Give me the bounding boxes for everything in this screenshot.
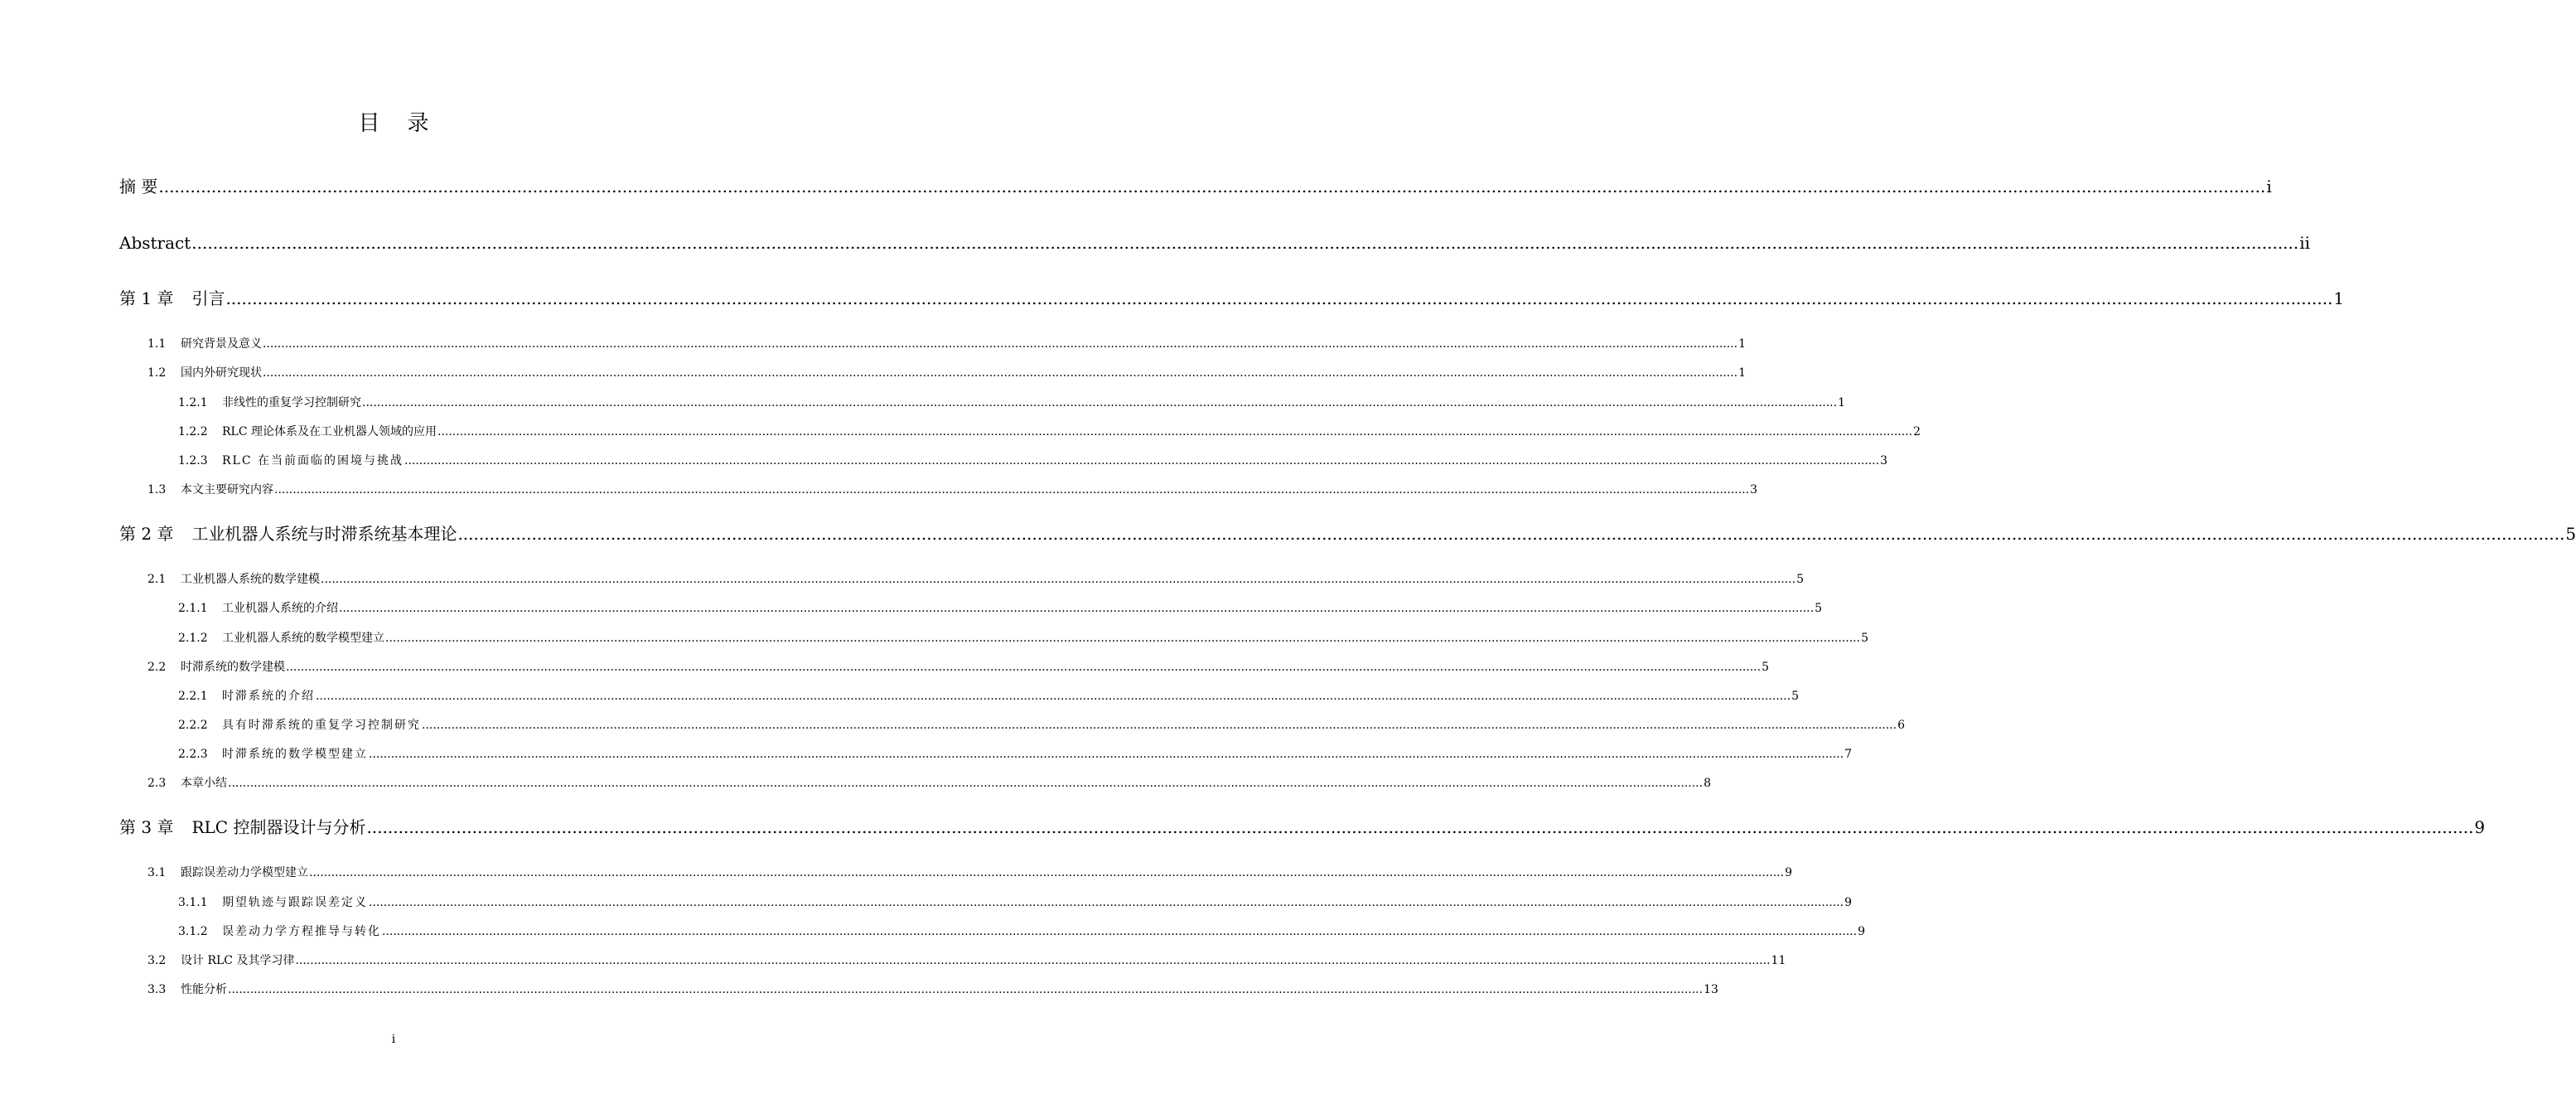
toc-entry-3-3[interactable] <box>147 980 1718 1000</box>
toc-entry-number: 1.2.2 <box>178 425 208 438</box>
dot-leader: ................................................................................................................................................................................................................................................................................................................................................................................................................ <box>362 396 1838 409</box>
toc-entry-label: 非线性的重复学习控制研究 <box>222 396 361 409</box>
toc-entry-page: 8 <box>1704 777 1711 790</box>
toc-entry-number: 第 1 章 <box>119 288 174 308</box>
dot-leader: ................................................................................................................................................................................................................................................................................................................................................................................................................ <box>309 866 1785 879</box>
toc-entry-3-2[interactable] <box>147 951 1786 971</box>
dot-leader: ................................................................................................................................................................................................................................................................................................................................................................................................................ <box>369 896 1844 909</box>
toc-entry-page: 6 <box>1897 719 1905 732</box>
toc-entry-label: 摘 要 <box>119 177 158 196</box>
dot-leader: ................................................................................................................................................................................................................................................................................................................................................................................................................ <box>369 748 1844 761</box>
dot-leader: ................................................................................................................................................................................................................................................................................................................................................................................................................ <box>422 719 1897 732</box>
toc-entry-2-1-2[interactable] <box>178 628 1868 648</box>
toc-entry-2-2-1[interactable] <box>178 686 1799 706</box>
dot-leader: ................................................................................................................................................................................................................................................................................................................................................................................................................ <box>263 337 1738 351</box>
dot-leader: ................................................................................................................................................................................................................................................................................................................................................................................................................ <box>274 483 1750 496</box>
toc-entry-label: 本文主要研究内容 <box>181 483 273 496</box>
toc-entry-page: 2 <box>1913 425 1921 438</box>
dot-leader: ................................................................................................................................................................................................................................................................................................................................................................................................................ <box>339 602 1815 615</box>
toc-entry-2-2[interactable] <box>147 657 1769 677</box>
dot-leader: ................................................................................................................................................................................................................................................................................................................................................................................................................ <box>263 366 1738 380</box>
toc-entry-number: 2.2.3 <box>178 748 208 761</box>
toc-entry-label: 研究背景及意义 <box>181 337 262 351</box>
toc-entry-number: 1.1 <box>147 337 167 351</box>
toc-entry-number: 第 3 章 <box>119 817 174 837</box>
toc-entry-label: Abstract <box>119 233 191 253</box>
toc-entry-label: 工业机器人系统与时滞系统基本理论 <box>191 524 457 544</box>
toc-entry-page: 1 <box>2333 288 2345 308</box>
toc-entry-page: 5 <box>1791 690 1799 703</box>
toc-entry-number: 2.2 <box>147 661 167 674</box>
toc-entry-label: 时滞系统的数学建模 <box>181 661 285 674</box>
toc-entry-page: 5 <box>1796 573 1804 586</box>
toc-entry-2-3[interactable] <box>147 773 1711 793</box>
toc-entry-1-2-3[interactable] <box>178 451 1887 471</box>
toc-entry-1-2-1[interactable] <box>178 393 1845 413</box>
toc-entry-page: 5 <box>2565 524 2576 544</box>
toc-entry-2-2-2[interactable] <box>178 715 1905 735</box>
toc-entry-label: RLC 控制器设计与分析 <box>191 817 366 837</box>
toc-entry-number: 2.1.2 <box>178 632 208 645</box>
toc-entry-number: 3.1.2 <box>178 925 208 938</box>
toc-entry-chapter-3[interactable] <box>119 813 2486 841</box>
toc-entry-page: 5 <box>1861 632 1868 645</box>
toc-entry-page: ii <box>2299 233 2311 253</box>
toc-entry-page: 9 <box>1785 866 1792 879</box>
toc-entry-number: 1.2.1 <box>178 396 208 409</box>
toc-entry-3-1[interactable] <box>147 863 1792 883</box>
toc-entry-page: 9 <box>1844 896 1852 909</box>
dot-leader: ................................................................................................................................................................................................................................................................................................................................................................................................................ <box>286 661 1762 674</box>
toc-entry-1-2[interactable] <box>147 363 1746 383</box>
toc-entry-page: 11 <box>1771 954 1786 967</box>
toc-entry-page: 9 <box>1858 925 1865 938</box>
toc-entry-number: 2.3 <box>147 777 167 790</box>
toc-entry-number: 第 2 章 <box>119 524 174 544</box>
toc-entry-label: 引言 <box>191 288 225 308</box>
dot-leader: ................................................................................................................................................................................................................................................................................................................................................................................................................ <box>321 573 1796 586</box>
toc-entry-number: 2.2.2 <box>178 719 208 732</box>
toc-entry-page: 5 <box>1762 661 1769 674</box>
toc-entry-number: 3.1 <box>147 866 167 879</box>
toc-entry-label: 期望轨迹与跟踪误差定义 <box>222 896 368 909</box>
toc-entry-page: 3 <box>1880 454 1887 467</box>
toc-entry-page: 1 <box>1738 337 1746 351</box>
toc-entry-number: 3.2 <box>147 954 167 967</box>
toc-entry-label: 误差动力学方程推导与转化 <box>222 925 381 938</box>
toc-entry-abstract-cn[interactable] <box>119 172 2272 201</box>
toc-entry-chapter-1[interactable] <box>119 284 2345 312</box>
toc-entry-label: 时滞系统的介绍 <box>222 690 315 703</box>
toc-entry-number: 3.1.1 <box>178 896 208 909</box>
dot-leader: ................................................................................................................................................................................................................................................................................................................................................................................................................ <box>437 425 1913 438</box>
dot-leader: ................................................................................................................................................................................................................................................................................................................................................................................................................ <box>366 817 2474 837</box>
dot-leader: ................................................................................................................................................................................................................................................................................................................................................................................................................ <box>385 632 1861 645</box>
toc-entry-number: 2.1.1 <box>178 602 208 615</box>
dot-leader: ................................................................................................................................................................................................................................................................................................................................................................................................................ <box>457 524 2565 544</box>
toc-entry-label: 具有时滞系统的重复学习控制研究 <box>222 719 421 732</box>
toc-entry-3-1-2[interactable] <box>178 922 1865 942</box>
toc-entry-label: 国内外研究现状 <box>181 366 262 380</box>
toc-entry-page: 13 <box>1704 983 1718 996</box>
toc-entry-page: 9 <box>2474 817 2486 837</box>
dot-leader: ................................................................................................................................................................................................................................................................................................................................................................................................................ <box>225 288 2333 308</box>
dot-leader: ................................................................................................................................................................................................................................................................................................................................................................................................................ <box>316 690 1791 703</box>
toc-entry-page: 1 <box>1838 396 1845 409</box>
toc-entry-page: 3 <box>1750 483 1757 496</box>
toc-entry-1-2-2[interactable] <box>178 422 1921 442</box>
toc-entry-chapter-2[interactable] <box>119 520 2576 548</box>
toc-entry-label: RLC 在当前面临的困境与挑战 <box>222 454 404 467</box>
toc-entry-label: 本章小结 <box>181 777 227 790</box>
toc-entry-2-1-1[interactable] <box>178 598 1822 618</box>
toc-entry-label: 时滞系统的数学模型建立 <box>222 748 368 761</box>
toc-entry-number: 1.3 <box>147 483 167 496</box>
toc-entry-number: 1.2.3 <box>178 454 208 467</box>
toc-entry-page: 7 <box>1844 748 1852 761</box>
toc-entry-label: 工业机器人系统的数学建模 <box>181 573 320 586</box>
dot-leader: ................................................................................................................................................................................................................................................................................................................................................................................................................ <box>382 925 1858 938</box>
toc-entry-label: 工业机器人系统的数学模型建立 <box>222 632 384 645</box>
toc-entry-number: 2.2.1 <box>178 690 208 703</box>
toc-entry-2-1[interactable] <box>147 569 1804 589</box>
toc-entry-number: 2.1 <box>147 573 167 586</box>
toc-entry-page: i <box>2266 177 2272 196</box>
dot-leader: ................................................................................................................................................................................................................................................................................................................................................................................................................ <box>228 983 1704 996</box>
toc-entry-2-2-3[interactable] <box>178 744 1852 764</box>
dot-leader: ................................................................................................................................................................................................................................................................................................................................................................................................................ <box>295 954 1771 967</box>
toc-entry-abstract-en[interactable] <box>119 229 2311 257</box>
toc-entry-page: 5 <box>1815 602 1822 615</box>
toc-entry-3-1-1[interactable] <box>178 893 1852 913</box>
toc-entry-number: 1.2 <box>147 366 167 380</box>
dot-leader: ................................................................................................................................................................................................................................................................................................................................................................................................................ <box>404 454 1880 467</box>
toc-entry-label: 性能分析 <box>181 983 227 996</box>
dot-leader: ................................................................................................................................................................................................................................................................................................................................................................................................................ <box>228 777 1704 790</box>
toc-entry-label: 跟踪误差动力学模型建立 <box>181 866 308 879</box>
toc-entry-label: RLC 理论体系及在工业机器人领域的应用 <box>222 425 437 438</box>
dot-leader: ................................................................................................................................................................................................................................................................................................................................................................................................................ <box>158 177 2266 196</box>
toc-entry-1-3[interactable] <box>147 480 1757 500</box>
toc-entry-label: 设计 RLC 及其学习律 <box>181 954 295 967</box>
page-number: i <box>391 1033 396 1046</box>
toc-entry-label: 工业机器人系统的介绍 <box>222 602 338 615</box>
toc-entry-1-1[interactable] <box>147 334 1746 354</box>
dot-leader: ................................................................................................................................................................................................................................................................................................................................................................................................................ <box>191 233 2299 253</box>
toc-entry-page: 1 <box>1738 366 1746 380</box>
toc-entry-number: 3.3 <box>147 983 167 996</box>
page-title: 目 录 <box>358 111 429 136</box>
